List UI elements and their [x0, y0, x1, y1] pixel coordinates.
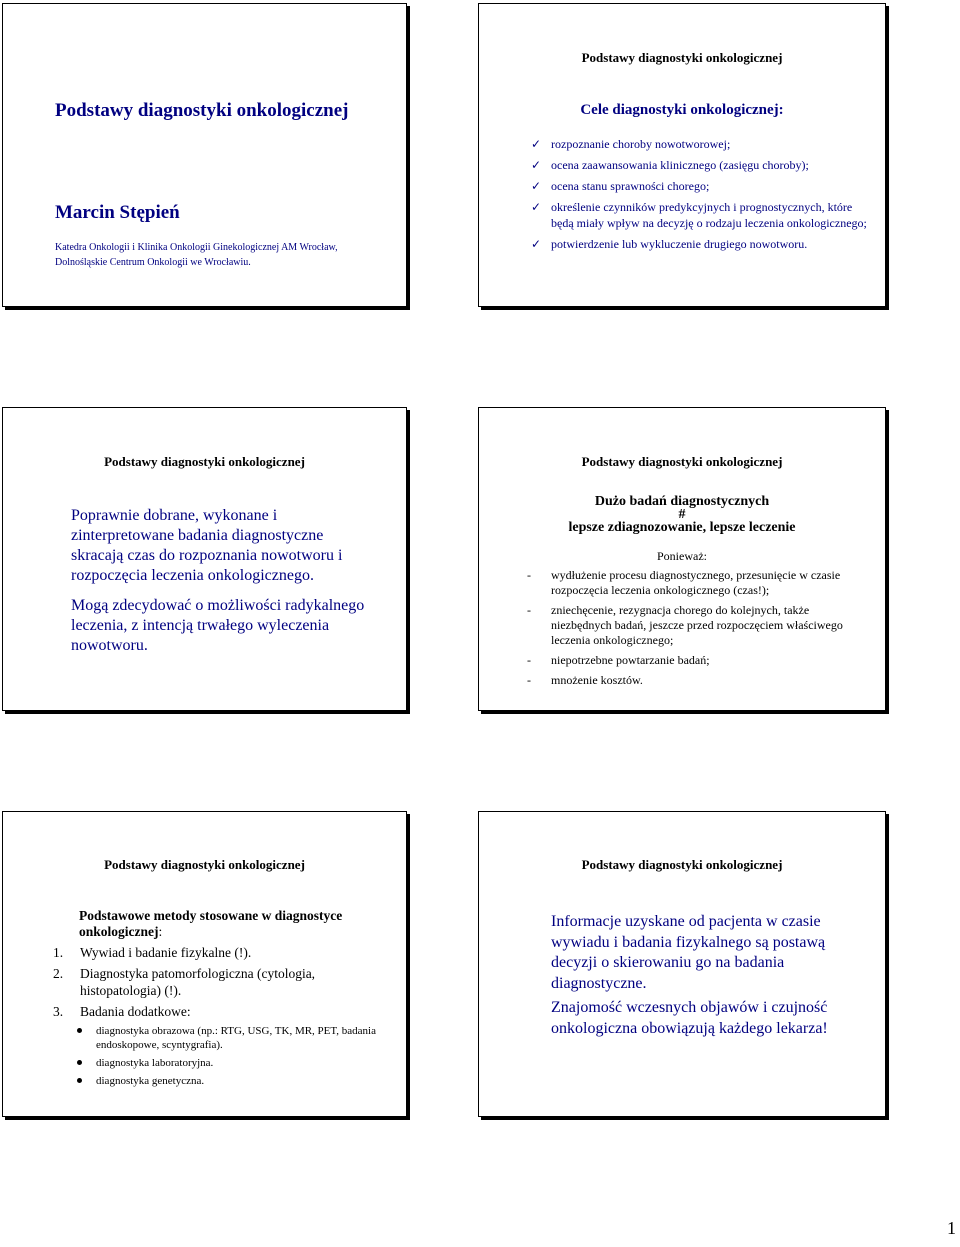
reasons-list	[527, 568, 861, 693]
paragraph-2: Mogą zdecydować o możliwości radykalnego leczenia, z intencją trwałego wyleczenia nowotworu.	[71, 597, 365, 654]
slide-4	[478, 407, 886, 711]
slide-heading: Cele diagnostyki onkologicznej:	[580, 102, 784, 118]
affiliation-line-1: Katedra Onkologii i Klinika Onkologii Ginekologicznej AM Wrocław,	[55, 242, 338, 253]
bullet-icon	[77, 1028, 82, 1033]
statement-line-2: lepsze zdiagnozowanie, lepsze leczenie	[568, 520, 796, 535]
slide-header: Podstawy diagnostyki onkologicznej	[581, 50, 783, 65]
paragraph-2: Znajomość wczesnych objawów i czujność onkologiczna obowiązują każdego lekarza!	[551, 999, 828, 1037]
author-name: Marcin Stępień	[55, 202, 180, 223]
methods-heading	[79, 908, 372, 940]
paragraph-1: Poprawnie dobrane, wykonane i zinterpretowane badania diagnostyczne skracają czas do rozpoznania nowotworu i rozpoczęcia leczenia onkologicznego.	[71, 507, 343, 584]
sub-list-item: diagnostyka genetyczna.	[74, 1074, 376, 1088]
methods-list	[51, 944, 376, 1092]
slide-6	[478, 811, 886, 1117]
sub-list	[74, 1024, 376, 1088]
not-equal-symbol: #	[678, 507, 686, 522]
because-label: Ponieważ:	[657, 549, 707, 563]
list-item: - zniechęcenie, rezygnacja chorego do kolejnych, także niezbędnych badań, jeszcze przed rozpoczęciem właściwego leczenia onkologicznego;	[527, 603, 843, 647]
list-item: - mnożenie kosztów.	[527, 673, 643, 687]
statement-line-1: Dużo badań diagnostycznych	[594, 494, 770, 509]
list-item: ✓ określenie czynników predykcyjnych i prognostycznych, które będą miały wpływ na decyzję o rodzaju leczenia onkologicznego;	[531, 200, 867, 230]
list-item: 2. Diagnostyka patomorfologiczna (cytologia, histopatologia) (!).	[53, 966, 316, 998]
list-item: ✓ ocena zaawansowania klinicznego (zasięgu choroby);	[531, 158, 809, 172]
dash-bullet-icon: -	[527, 673, 531, 687]
dash-bullet-icon: -	[527, 603, 531, 617]
checkmark-icon: ✓	[531, 237, 542, 251]
list-item: - niepotrzebne powtarzanie badań;	[527, 653, 710, 667]
methods-heading-bold: Podstawowe metody stosowane w diagnostyce onkologicznej	[79, 908, 343, 939]
list-item: ✓ rozpoznanie choroby nowotworowej;	[531, 137, 731, 151]
sub-list-item: diagnostyka laboratoryjna.	[74, 1056, 376, 1070]
sub-list-item: diagnostyka obrazowa (np.: RTG, USG, TK, MR, PET, badania endoskopowe, scyntygrafia).	[74, 1024, 376, 1052]
affiliation-line-2: Dolnośląskie Centrum Onkologii we Wrocławiu.	[55, 257, 251, 268]
slide-3	[2, 407, 407, 711]
slide-5	[2, 811, 407, 1117]
checkmark-icon: ✓	[531, 179, 542, 193]
paragraph-1: Informacje uzyskane od pacjenta w czasie wywiadu i badania fizykalnego są postawą decyzji o skierowaniu go na badania diagnostyczne.	[551, 913, 826, 992]
goals-list	[527, 136, 871, 257]
dash-bullet-icon: -	[527, 653, 531, 667]
list-item: 1. Wywiad i badanie fizykalne (!).	[53, 945, 252, 960]
list-item: ✓ ocena stanu sprawności chorego;	[531, 179, 710, 193]
slide-header: Podstawy diagnostyki onkologicznej	[104, 857, 305, 872]
slide-2	[478, 3, 886, 307]
list-item: 3. Badania dodatkowe: diagnostyka obrazowa (np.: RTG, USG, TK, MR, PET, badania endoskopowe, scyntygrafia). diagnostyka laboratoryjna. diagnostyka genetyczna.	[53, 1004, 377, 1087]
checkmark-icon: ✓	[531, 137, 542, 151]
slide-header: Podstawy diagnostyki onkologicznej	[581, 454, 783, 469]
bullet-icon	[77, 1060, 82, 1065]
page-number: 1	[947, 1218, 956, 1238]
dash-bullet-icon: -	[527, 568, 531, 582]
checkmark-icon: ✓	[531, 158, 542, 172]
slide-1	[2, 3, 407, 307]
list-item: - wydłużenie procesu diagnostycznego, przesunięcie w czasie rozpoczęcia leczenia onkologicznego (czas!);	[527, 568, 841, 597]
list-item: ✓ potwierdzenie lub wykluczenie drugiego nowotworu.	[531, 237, 808, 251]
bullet-icon	[77, 1078, 82, 1083]
slide-header: Podstawy diagnostyki onkologicznej	[104, 454, 305, 469]
slide-header: Podstawy diagnostyki onkologicznej	[581, 857, 783, 872]
slide-title: Podstawy diagnostyki onkologicznej	[55, 100, 349, 121]
methods-heading-suffix: :	[158, 924, 163, 939]
checkmark-icon: ✓	[531, 200, 542, 214]
